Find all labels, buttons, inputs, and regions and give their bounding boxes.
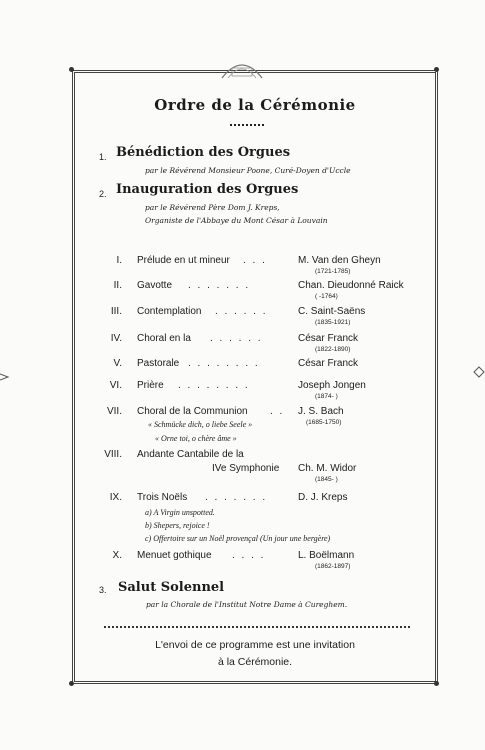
section-title-inauguration: Inauguration des Orgues: [116, 182, 299, 197]
row-number: IV.: [110, 333, 122, 344]
row-number: VIII.: [104, 449, 122, 460]
piece-title: Contemplation: [137, 306, 202, 317]
dot-leader: . . . .: [232, 550, 266, 561]
noel-item: a) A Virgin unspotted.: [145, 508, 215, 517]
row-number: VI.: [109, 380, 122, 391]
frame-corner: [434, 681, 439, 686]
dot-leader: . .: [270, 406, 285, 417]
dot-leader: . . . . . . . .: [188, 358, 260, 369]
section-subtitle: par le Révérend Père Dom J. Kreps,: [145, 203, 280, 212]
composer-name: Ch. M. Widor: [298, 463, 357, 474]
composer-dates: (1721-1785): [315, 268, 351, 275]
frame-corner: [69, 67, 74, 72]
piece-title: Trois Noëls: [137, 492, 188, 503]
composer-name: Joseph Jongen: [298, 380, 366, 391]
section-number: 3.: [99, 585, 107, 595]
choral-subtitle: « Schmücke dich, o liebe Seele »: [148, 420, 253, 429]
dot-leader: . . . . . . . .: [178, 380, 250, 391]
dot-leader: . . . . . .: [210, 333, 263, 344]
footer-separator: [104, 626, 410, 628]
composer-dates: (1845- ): [315, 476, 338, 483]
section-subtitle: Organiste de l'Abbaye du Mont César à Louvain: [145, 216, 328, 225]
fold-mark-right: [473, 366, 485, 378]
dot-leader: . . .: [243, 255, 267, 266]
dot-leader: . . . . . .: [215, 306, 268, 317]
section-title-benediction: Bénédiction des Orgues: [116, 145, 291, 160]
composer-dates: (1874- ): [315, 393, 338, 400]
title-separator: [230, 124, 264, 126]
row-number: VII.: [106, 406, 122, 417]
frame-corner: [69, 681, 74, 686]
library-stamp: [218, 56, 266, 80]
composer-name: Chan. Dieudonné Raick: [298, 280, 404, 291]
composer-dates: (1822-1890): [315, 346, 351, 353]
page-title: Ordre de la Cérémonie: [154, 96, 356, 114]
piece-title: Choral de la Communion: [137, 406, 248, 417]
piece-title: Gavotte: [137, 280, 173, 291]
piece-title: Prière: [137, 380, 164, 391]
piece-title: IVe Symphonie: [212, 463, 280, 474]
composer-name: César Franck: [298, 333, 359, 344]
composer-dates: (1862-1897): [315, 563, 351, 570]
composer-name: César Franck: [298, 358, 359, 369]
choral-subtitle: « Orne toi, o chère âme »: [155, 434, 237, 443]
section-subtitle: par la Chorale de l'Institut Notre Dame à Cureghem.: [146, 600, 348, 609]
composer-dates: ( -1764): [315, 293, 338, 300]
row-number: V.: [113, 358, 122, 369]
piece-title: Prélude en ut mineur: [137, 255, 230, 266]
dot-leader: . . . . . . .: [205, 492, 268, 503]
piece-title: Choral en la: [137, 333, 191, 344]
row-number: I.: [116, 255, 122, 266]
piece-title: Pastorale: [137, 358, 180, 369]
row-number: X.: [112, 550, 122, 561]
noel-item: b) Shepers, rejoice !: [145, 521, 210, 530]
row-number: III.: [110, 306, 122, 317]
composer-name: J. S. Bach: [298, 406, 344, 417]
dot-leader: . . . . . . .: [188, 280, 251, 291]
section-subtitle: par le Révérend Monsieur Poone, Curé-Doyen d'Uccle: [145, 166, 351, 175]
composer-dates: (1835-1921): [315, 319, 351, 326]
invitation-note: [72, 637, 438, 671]
composer-name: D. J. Kreps: [298, 492, 348, 503]
composer-name: C. Saint-Saëns: [298, 306, 366, 317]
row-number: IX.: [109, 492, 122, 503]
piece-title: Menuet gothique: [137, 550, 212, 561]
fold-mark-left: [0, 372, 10, 382]
invitation-line: à la Cérémonie.: [217, 656, 293, 668]
row-number: II.: [113, 280, 122, 291]
piece-title: Andante Cantabile de la: [137, 449, 244, 460]
section-title-salut: Salut Solennel: [118, 580, 225, 595]
composer-name: M. Van den Gheyn: [298, 255, 381, 266]
invitation-line: L'envoi de ce programme est une invitation: [155, 639, 355, 651]
composer-dates: (1685-1750): [306, 419, 342, 426]
noel-item: c) Offertoire sur un Noël provençal (Un jour une bergère): [145, 534, 331, 543]
section-number: 1.: [99, 152, 107, 162]
composer-name: L. Boëlmann: [298, 550, 355, 561]
section-number: 2.: [99, 189, 107, 199]
frame-corner: [434, 67, 439, 72]
